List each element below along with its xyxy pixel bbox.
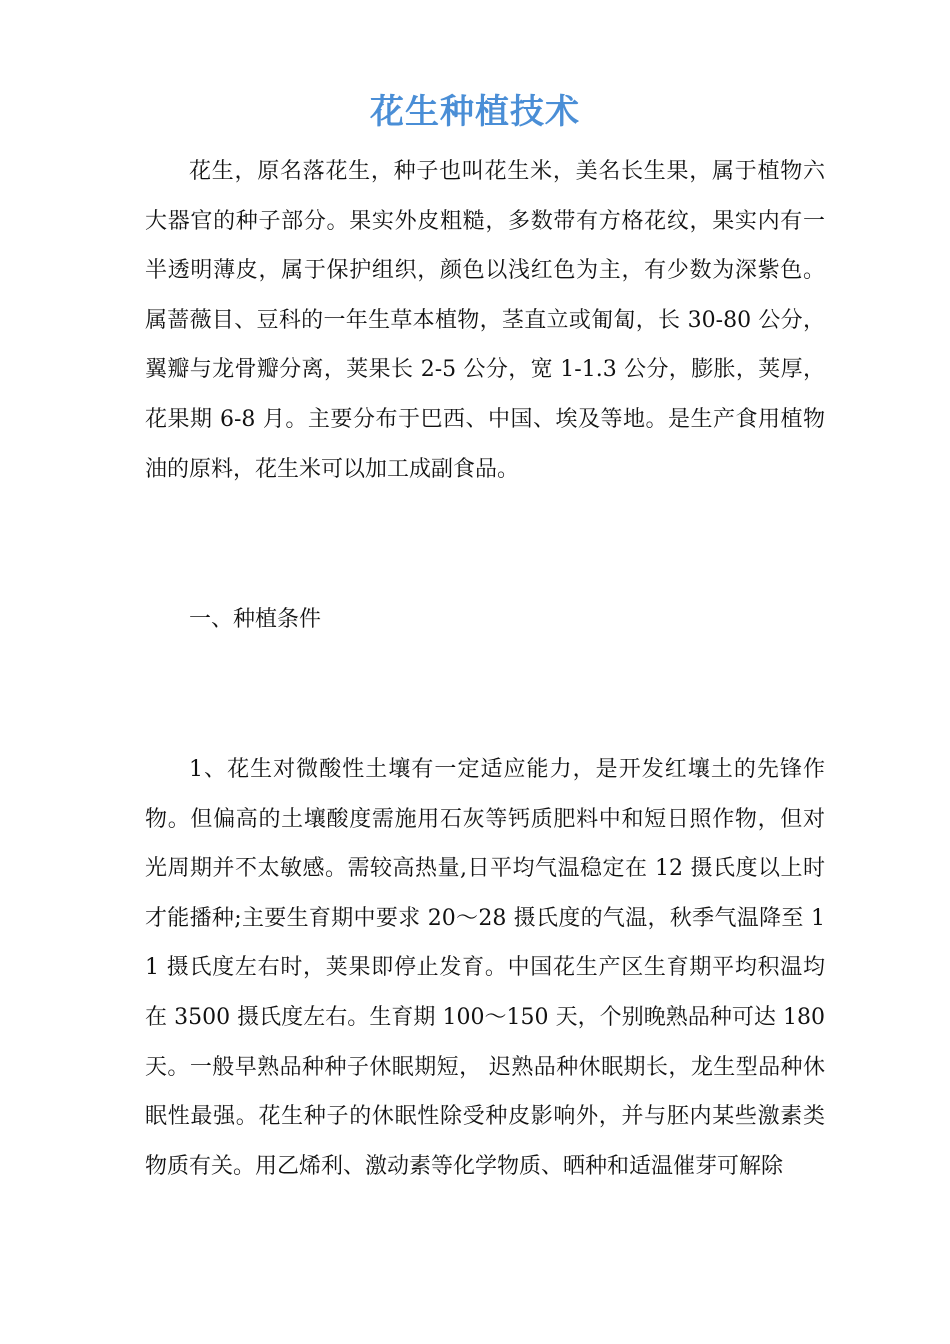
planting-conditions-paragraph: 1、花生对微酸性土壤有一定适应能力，是开发红壤土的先锋作物。但偏高的土壤酸度需施用石灰等钙质肥料中和短日照作物，但对光周期并不太敏感。需较高热量,日平均气温稳定在 12 摄氏度以上时才能播种;主要生育期中要求 20～28 摄氏度的气温，秋季气温降至 11 摄氏度左右时，荚果即停止发育。中国花生产区生育期平均积温均在 3500 摄氏度左右。生育期 100～150 天，个别晚熟品种可达 180 天。一般早熟品种种子休眠期短， 迟熟品种休眠期长，龙生型品种休眠性最强。花生种子的休眠性除受种皮影响外，并与胚内某些激素类物质有关。用乙烯利、激动素等化学物质、晒种和适温催芽可解除 (145, 757, 825, 1179)
intro-paragraph: 花生，原名落花生，种子也叫花生米，美名长生果，属于植物六大器官的种子部分。果实外皮粗糙，多数带有方格花纹，果实内有一半透明薄皮，属于保护组织，颜色以浅红色为主，有少数为深紫色。属蔷薇目、豆科的一年生草本植物，茎直立或匍匐，长 30-80 公分，翼瓣与龙骨瓣分离，荚果长 2-5 公分，宽 1-1.3 公分，膨胀，荚厚，花果期 6-8 月。主要分布于巴西、中国、埃及等地。是生产食用植物油的原料，花生米可以加工成副食品。 (145, 159, 825, 482)
section-heading-planting-conditions: 一、种植条件 (189, 607, 322, 632)
document-title: 花生种植技术 (370, 92, 580, 132)
